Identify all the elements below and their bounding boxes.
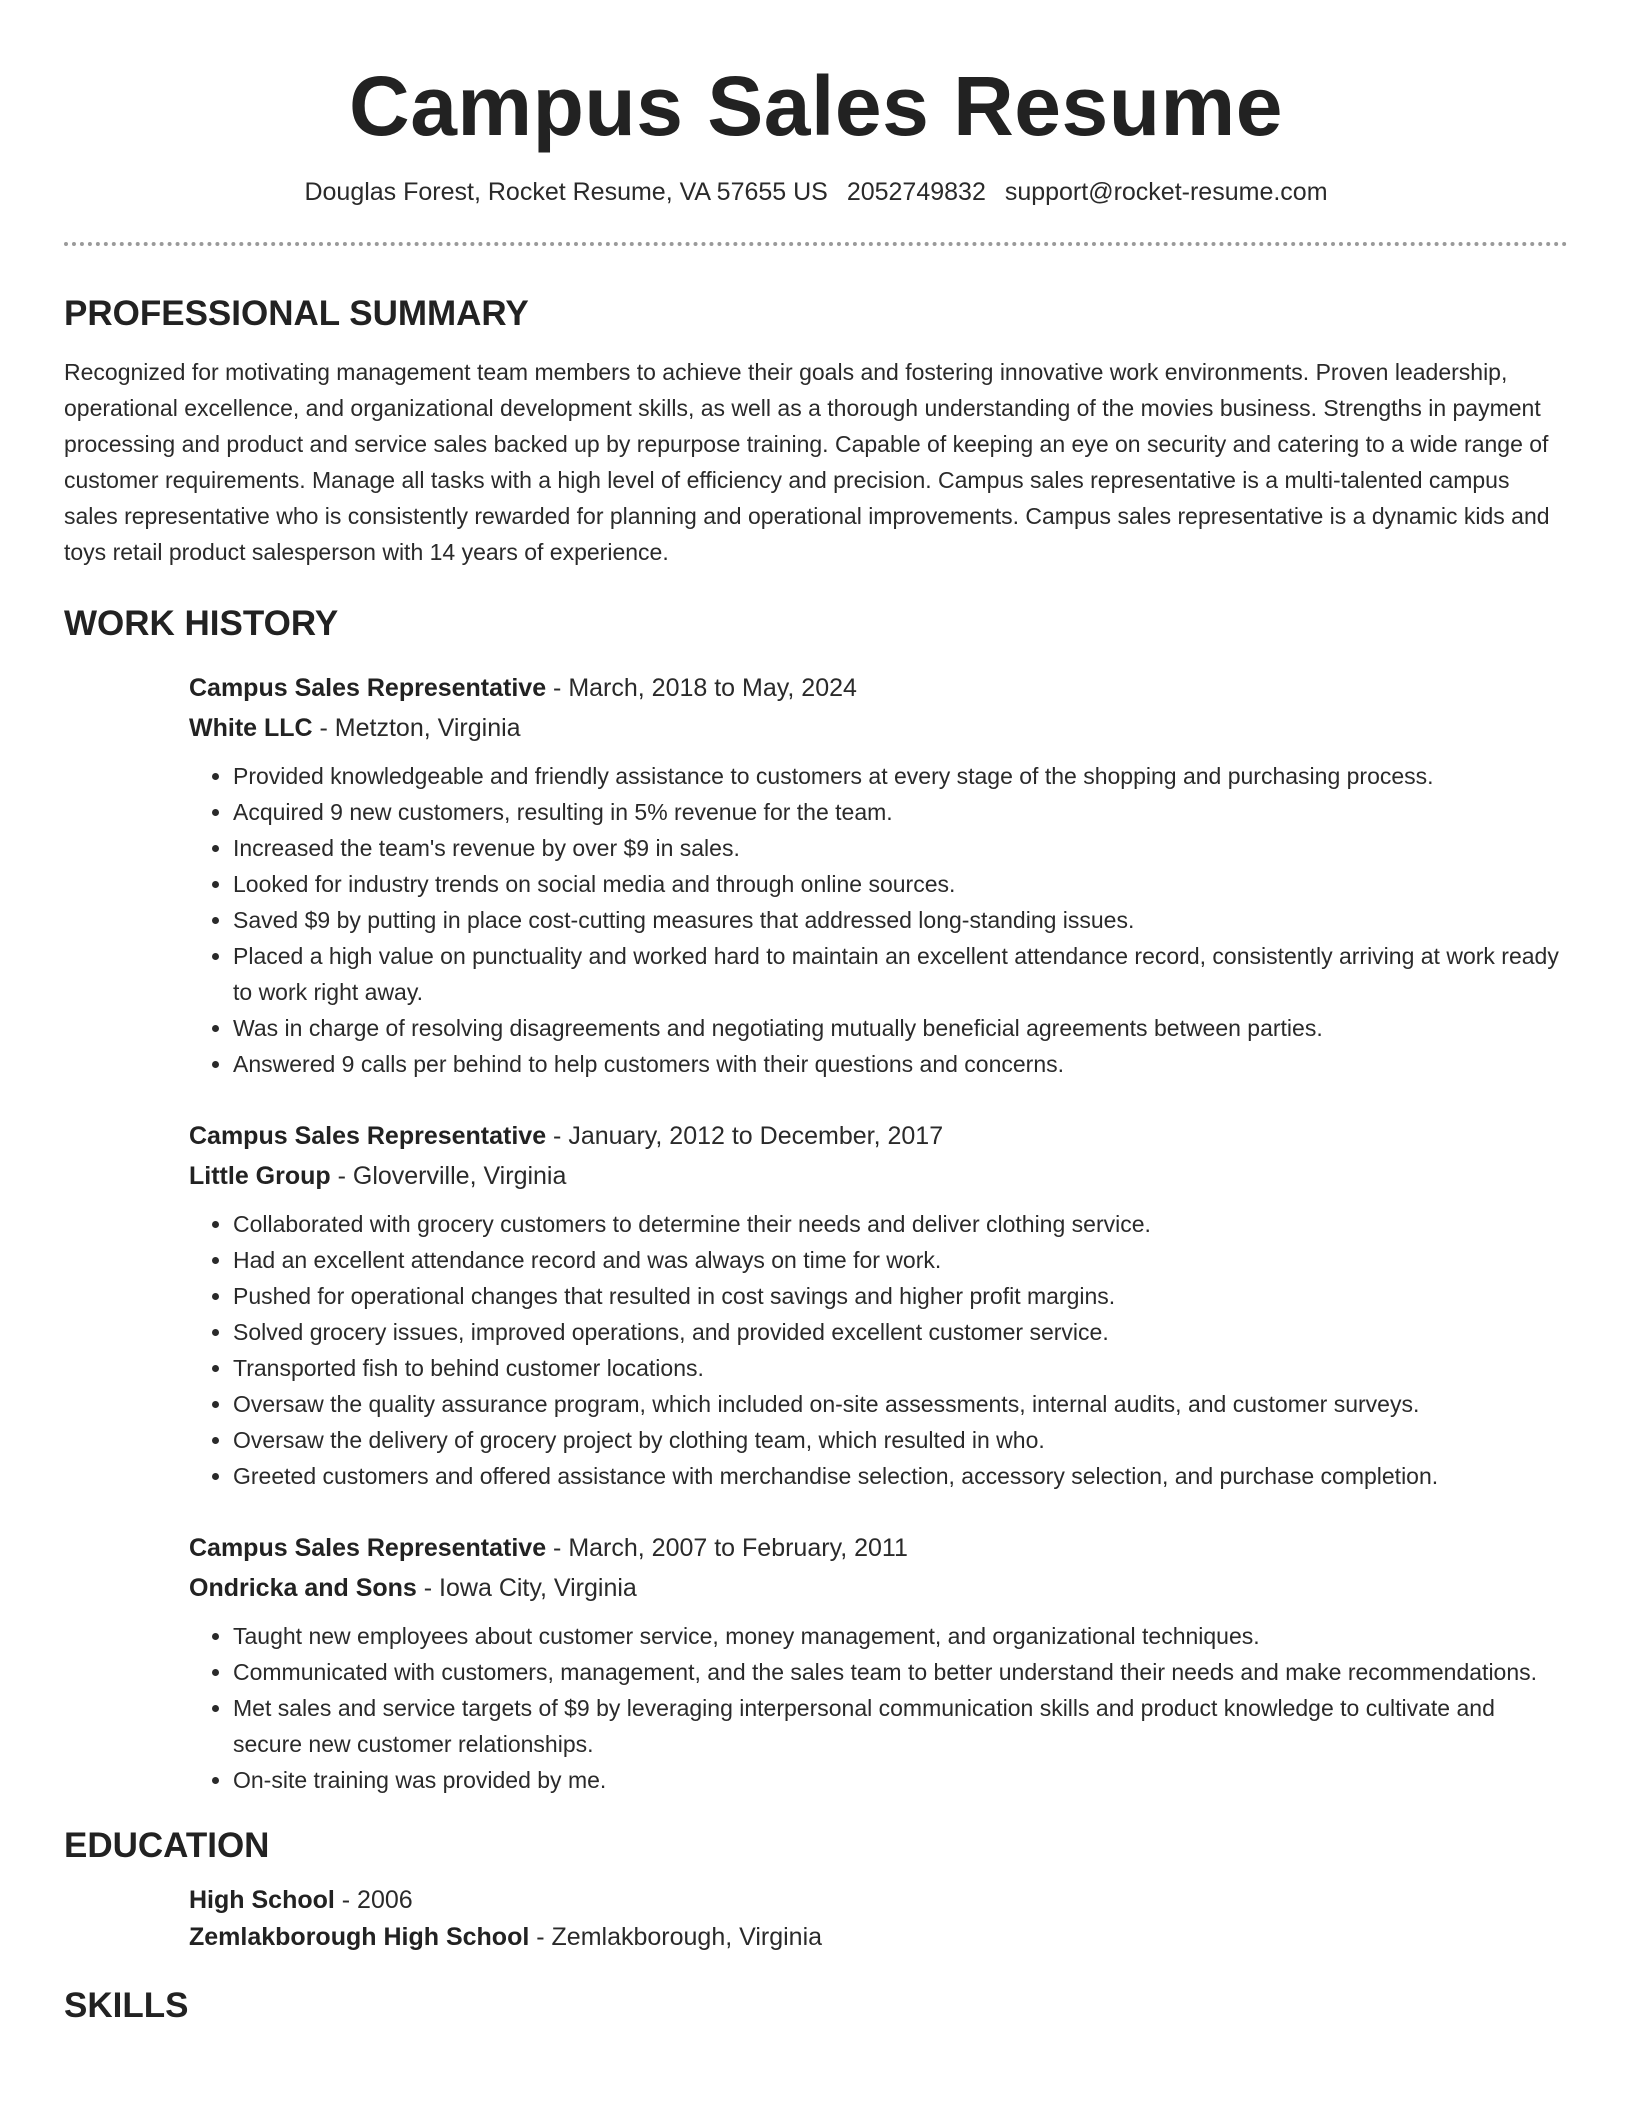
list-item: • On-site training was provided by me. bbox=[233, 1762, 1568, 1798]
education-school-line bbox=[189, 1919, 1568, 1956]
page-title: Campus Sales Resume bbox=[349, 59, 1283, 153]
education-entry bbox=[189, 1882, 1568, 1956]
list-item: • Communicated with customers, management, and the sales team to better understand their needs and make recommendations. bbox=[233, 1654, 1568, 1690]
job-location: - Iowa City, Virginia bbox=[416, 1574, 637, 1602]
job-company-line bbox=[189, 708, 1568, 748]
summary-section bbox=[64, 292, 1568, 570]
list-item: • Met sales and service targets of $9 by leveraging interpersonal communication skills and product knowledge to cultivate and secure new customer relationships. bbox=[233, 1690, 1568, 1762]
education-school: Zemlakborough High School bbox=[189, 1923, 530, 1951]
work-history-heading: WORK HISTORY bbox=[64, 604, 339, 643]
education-heading: EDUCATION bbox=[64, 1826, 270, 1865]
job-company: White LLC bbox=[189, 714, 313, 742]
resume-page bbox=[64, 0, 1568, 2028]
job-title: Campus Sales Representative bbox=[189, 674, 547, 702]
list-item: • Oversaw the quality assurance program, which included on-site assessments, internal audits, and customer surveys. bbox=[233, 1386, 1568, 1422]
job-dates: - March, 2007 to February, 2011 bbox=[546, 1534, 908, 1562]
education-location: - Zemlakborough, Virginia bbox=[529, 1923, 823, 1951]
job-company: Ondricka and Sons bbox=[189, 1574, 417, 1602]
job-entry bbox=[189, 1528, 1568, 1798]
education-degree: High School bbox=[189, 1886, 335, 1914]
list-item: • Looked for industry trends on social media and through online sources. bbox=[233, 866, 1568, 902]
contact-email: support@rocket-resume.com bbox=[1004, 178, 1328, 206]
list-item: • Taught new employees about customer service, money management, and organizational techniques. bbox=[233, 1618, 1568, 1654]
job-title-line bbox=[189, 668, 1568, 708]
list-item: • Provided knowledgeable and friendly assistance to customers at every stage of the shopping and purchasing process. bbox=[233, 758, 1568, 794]
skills-section bbox=[64, 1984, 1568, 2028]
job-company-line bbox=[189, 1568, 1568, 1608]
list-item: • Greeted customers and offered assistance with merchandise selection, accessory selection, and purchase completion. bbox=[233, 1458, 1568, 1494]
list-item: • Had an excellent attendance record and was always on time for work. bbox=[233, 1242, 1568, 1278]
education-degree-line bbox=[189, 1882, 1568, 1919]
header-divider bbox=[64, 242, 1568, 246]
list-item: • Increased the team's revenue by over $9 in sales. bbox=[233, 830, 1568, 866]
list-item: • Oversaw the delivery of grocery project by clothing team, which resulted in who. bbox=[233, 1422, 1568, 1458]
job-dates: - January, 2012 to December, 2017 bbox=[546, 1122, 944, 1150]
job-title: Campus Sales Representative bbox=[189, 1122, 547, 1150]
work-history-section bbox=[64, 602, 1568, 1798]
list-item: • Acquired 9 new customers, resulting in 5% revenue for the team. bbox=[233, 794, 1568, 830]
summary-heading: PROFESSIONAL SUMMARY bbox=[64, 294, 529, 333]
list-item: • Saved $9 by putting in place cost-cutting measures that addressed long-standing issues. bbox=[233, 902, 1568, 938]
list-item: • Collaborated with grocery customers to determine their needs and deliver clothing service. bbox=[233, 1206, 1568, 1242]
job-location: - Gloverville, Virginia bbox=[330, 1162, 567, 1190]
education-year: - 2006 bbox=[334, 1886, 413, 1914]
job-title-line bbox=[189, 1116, 1568, 1156]
job-entry bbox=[189, 668, 1568, 1082]
education-section bbox=[64, 1824, 1568, 1956]
skills-heading: SKILLS bbox=[64, 1986, 189, 2025]
job-company-line bbox=[189, 1156, 1568, 1196]
job-location: - Metzton, Virginia bbox=[312, 714, 521, 742]
job-company: Little Group bbox=[189, 1162, 331, 1190]
job-title: Campus Sales Representative bbox=[189, 1534, 547, 1562]
job-bullets bbox=[189, 1618, 1568, 1798]
contact-phone: 2052749832 bbox=[846, 178, 986, 206]
job-bullets bbox=[189, 758, 1568, 1082]
job-title-line bbox=[189, 1528, 1568, 1568]
list-item: • Solved grocery issues, improved operations, and provided excellent customer service. bbox=[233, 1314, 1568, 1350]
summary-text: Recognized for motivating management team members to achieve their goals and fostering innovative work environments. Proven leadership, operational excellence, and organizational development skills, as well as a thorough understanding of the movies business. Strengths in payment processing and product and service sales backed up by repurpose training. Capable of keeping an eye on security and catering to a wide range of customer requirements. Manage all tasks with a high level of efficiency and precision. Campus sales representative is a multi-talented campus sales representative who is consistently rewarded for planning and operational improvements. Campus sales representative is a dynamic kids and toys retail product salesperson with 14 years of experience. bbox=[64, 359, 1550, 565]
list-item: • Placed a high value on punctuality and worked hard to maintain an excellent attendance record, consistently arriving at work ready to work right away. bbox=[233, 938, 1568, 1010]
job-dates: - March, 2018 to May, 2024 bbox=[546, 674, 857, 702]
contact-line bbox=[64, 176, 1568, 208]
contact-address: Douglas Forest, Rocket Resume, VA 57655 US bbox=[304, 178, 828, 206]
job-bullets bbox=[189, 1206, 1568, 1494]
list-item: • Was in charge of resolving disagreements and negotiating mutually beneficial agreements between parties. bbox=[233, 1010, 1568, 1046]
list-item: • Answered 9 calls per behind to help customers with their questions and concerns. bbox=[233, 1046, 1568, 1082]
list-item: • Transported fish to behind customer locations. bbox=[233, 1350, 1568, 1386]
list-item: • Pushed for operational changes that resulted in cost savings and higher profit margins. bbox=[233, 1278, 1568, 1314]
job-entry bbox=[189, 1116, 1568, 1494]
